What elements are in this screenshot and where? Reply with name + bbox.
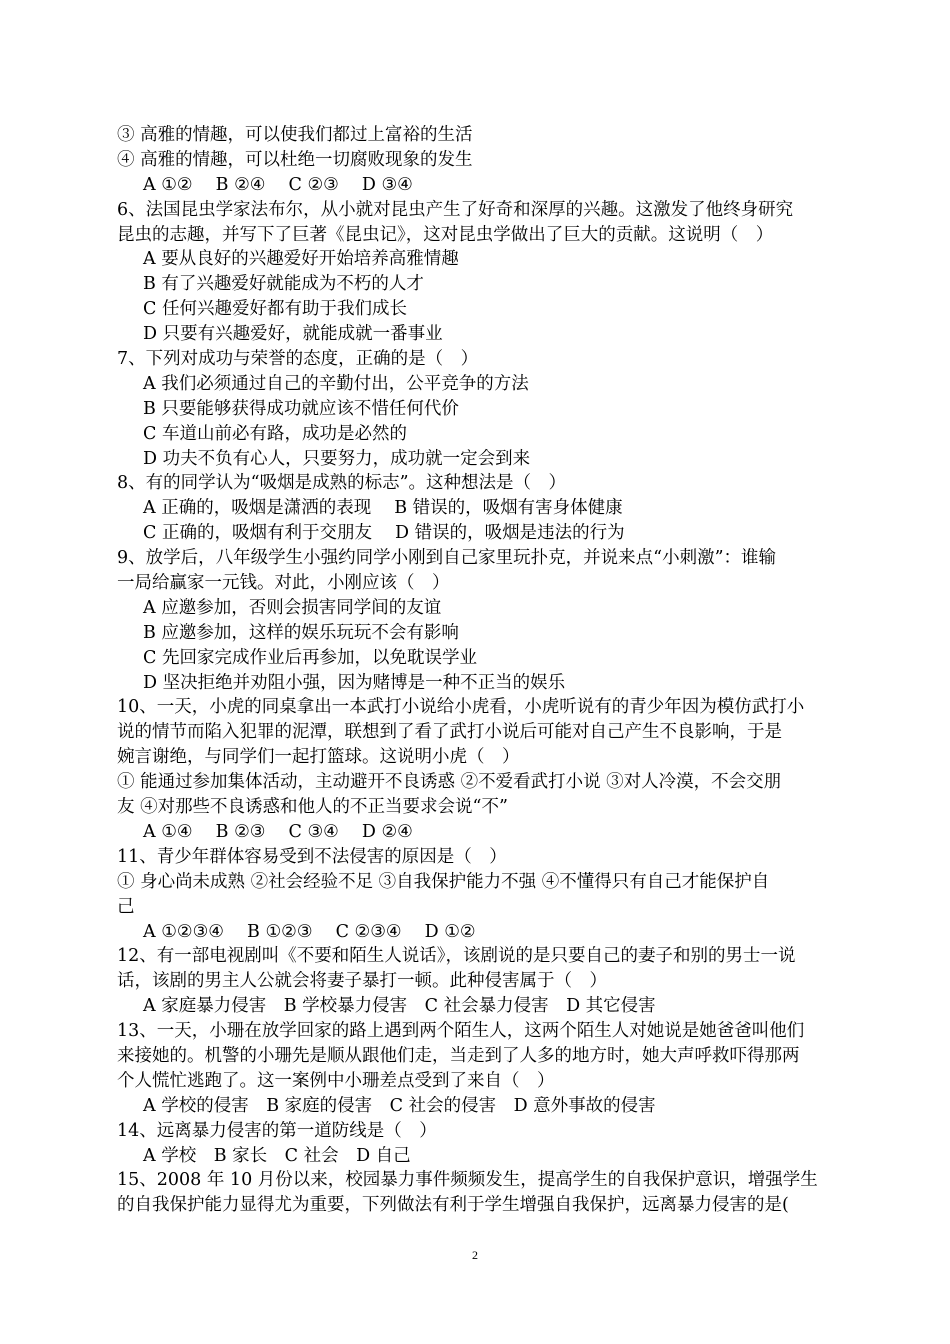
answer-option-line: A ①② B ②④ C ②③ D ③④	[143, 174, 413, 195]
text-line: 的自我保护能力显得尤为重要，下列做法有利于学生增强自我保护，远离暴力侵害的是(	[117, 1195, 789, 1216]
answer-option-line: C 任何兴趣爱好都有助于我们成长	[143, 299, 407, 320]
answer-option-line: B 有了兴趣爱好就能成为不朽的人才	[143, 274, 424, 295]
text-line: 一局给赢家一元钱。对此，小刚应该（ ）	[117, 573, 450, 594]
answer-option-line: A 应邀参加，否则会损害同学间的友谊	[143, 597, 442, 618]
answer-option-line: A 家庭暴力侵害 B 学校暴力侵害 C 社会暴力侵害 D 其它侵害	[143, 996, 656, 1017]
text-line: 8、有的同学认为“吸烟是成熟的标志”。这种想法是（ ）	[117, 473, 567, 494]
answer-option-line: B 应邀参加，这样的娱乐玩玩不会有影响	[143, 622, 459, 643]
text-line: 14、远离暴力侵害的第一道防线是（ ）	[117, 1120, 437, 1141]
answer-option-line: D 功夫不负有心人，只要努力，成功就一定会到来	[143, 448, 531, 469]
answer-option-line: A 学校 B 家长 C 社会 D 自己	[143, 1145, 411, 1166]
page-body	[117, 123, 841, 1218]
text-line: 个人慌忙逃跑了。这一案例中小珊差点受到了来自（ ）	[117, 1070, 555, 1091]
text-line: 6、法国昆虫学家法布尔，从小就对昆虫产生了好奇和深厚的兴趣。这激发了他终身研究	[117, 199, 794, 220]
text-line: 友 ④对那些不良诱惑和他人的不正当要求会说“不”	[117, 797, 508, 818]
text-line: ① 能通过参加集体活动，主动避开不良诱惑 ②不爱看武打小说 ③对人冷漠，不会交朋	[117, 772, 782, 793]
answer-option-line: C 车道山前必有路，成功是必然的	[143, 423, 407, 444]
answer-option-line: D 只要有兴趣爱好，就能成就一番事业	[143, 324, 443, 345]
answer-option-line: A ①②③④ B ①②③ C ②③④ D ①②	[143, 921, 476, 942]
answer-option-line: A 要从良好的兴趣爱好开始培养高雅情趣	[143, 249, 459, 270]
text-line: 昆虫的志趣，并写下了巨著《昆虫记》，这对昆虫学做出了巨大的贡献。这说明（ ）	[117, 224, 774, 245]
text-line: 说的情节而陷入犯罪的泥潭，联想到了看了武打小说后可能对自己产生不良影响，于是	[117, 722, 782, 743]
text-line: 话，该剧的男主人公就会将妻子暴打一顿。此种侵害属于（ ）	[117, 971, 607, 992]
text-line: 婉言谢绝，与同学们一起打篮球。这说明小虎（ ）	[117, 747, 520, 768]
text-line: 15、2008 年 10 月份以来，校园暴力事件频频发生，提高学生的自我保护意识，增强学生	[117, 1170, 818, 1191]
answer-option-line: A ①④ B ②③ C ③④ D ②④	[143, 821, 413, 842]
text-line: 10、一天，小虎的同桌拿出一本武打小说给小虎看，小虎听说有的青少年因为模仿武打小	[117, 697, 805, 718]
text-line: 9、放学后，八年级学生小强约同学小刚到自己家里玩扑克，并说来点“小刺激”：谁输	[117, 548, 777, 569]
text-line: 12、有一部电视剧叫《不要和陌生人说话》，该剧说的是只要自己的妻子和别的男士一说	[117, 946, 796, 967]
text-line: 13、一天，小珊在放学回家的路上遇到两个陌生人，这两个陌生人对她说是她爸爸叫他们	[117, 1021, 805, 1042]
text-line: ③ 高雅的情趣，可以使我们都过上富裕的生活	[117, 125, 473, 145]
answer-option-line: A 正确的，吸烟是潇洒的表现 B 错误的，吸烟有害身体健康	[143, 498, 623, 519]
text-line: 己	[117, 896, 135, 917]
page-number: 2	[472, 1248, 478, 1262]
text-line: 来接她的。机警的小珊先是顺从跟他们走，当走到了人多的地方时，她大声呼救吓得那两	[117, 1045, 800, 1066]
answer-option-line: A 我们必须通过自己的辛勤付出，公平竞争的方法	[143, 373, 529, 394]
answer-option-line: C 正确的，吸烟有利于交朋友 D 错误的，吸烟是违法的行为	[143, 523, 625, 544]
text-line: 7、下列对成功与荣誉的态度，正确的是（ ）	[117, 349, 479, 370]
answer-option-line: A 学校的侵害 B 家庭的侵害 C 社会的侵害 D 意外事故的侵害	[143, 1095, 656, 1116]
answer-option-line: D 坚决拒绝并劝阻小强，因为赌博是一种不正当的娱乐	[143, 672, 566, 693]
answer-option-line: C 先回家完成作业后再参加，以免耽误学业	[143, 647, 477, 668]
text-line: ④ 高雅的情趣，可以杜绝一切腐败现象的发生	[117, 149, 473, 170]
answer-option-line: B 只要能够获得成功就应该不惜任何代价	[143, 398, 459, 419]
text-line: 11、青少年群体容易受到不法侵害的原因是（ ）	[117, 846, 507, 867]
text-line: ① 身心尚未成熟 ②社会经验不足 ③自我保护能力不强 ④不懂得只有自己才能保护自	[117, 871, 770, 892]
